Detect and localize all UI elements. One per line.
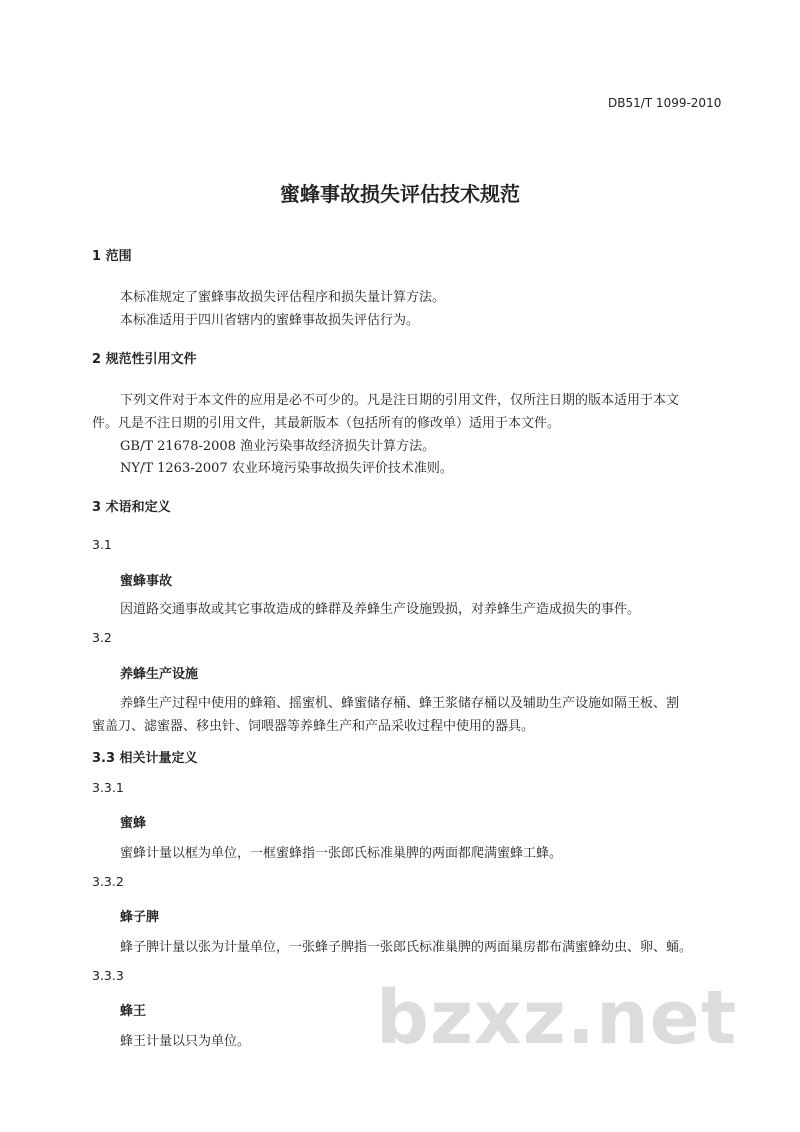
reference-item: NY/T 1263-2007 农业环境污染事故损失评价技术准则。 xyxy=(120,461,453,476)
clause-number: 3.3.3 xyxy=(92,968,124,983)
clause-number: 3.1 xyxy=(92,537,112,552)
term-heading: 蜜蜂事故 xyxy=(120,574,173,589)
document-title: 蜜蜂事故损失评估技术规范 xyxy=(280,182,520,206)
term-heading: 养蜂生产设施 xyxy=(120,667,199,682)
clause-number: 3.3.2 xyxy=(92,874,124,889)
section-1-paragraph-1: 本标准规定了蜜蜂事故损失评估程序和损失量计算方法。 xyxy=(120,290,446,305)
term-definition: 蜂子脾计量以张为计量单位，一张蜂子脾指一张郎氏标准巢脾的两面巢房都布满蜜蜂幼虫、卵、蛹。 xyxy=(120,940,693,955)
term-definition-line-2: 蜜盖刀、滤蜜器、移虫针、饲喂器等养蜂生产和产品采收过程中使用的器具。 xyxy=(92,719,535,734)
reference-item: GB/T 21678-2008 渔业污染事故经济损失计算方法。 xyxy=(120,439,436,454)
term-heading: 蜂子脾 xyxy=(120,910,160,925)
clause-number: 3.3.1 xyxy=(92,780,124,795)
term-definition: 蜜蜂计量以框为单位，一框蜜蜂指一张郎氏标准巢脾的两面都爬满蜜蜂工蜂。 xyxy=(120,846,563,861)
section-2-intro-line-2: 件。凡是不注日期的引用文件，其最新版本（包括所有的修改单）适用于本文件。 xyxy=(92,416,561,431)
section-3-heading: 3 术语和定义 xyxy=(92,500,171,515)
term-definition: 因道路交通事故或其它事故造成的蜂群及养蜂生产设施毁损，对养蜂生产造成损失的事件。 xyxy=(120,602,641,617)
section-1-paragraph-2: 本标准适用于四川省辖内的蜜蜂事故损失评估行为。 xyxy=(120,313,420,328)
subsection-heading: 3.3 相关计量定义 xyxy=(92,751,198,766)
section-2-heading: 2 规范性引用文件 xyxy=(92,352,197,367)
term-definition-line-1: 养蜂生产过程中使用的蜂箱、摇蜜机、蜂蜜储存桶、蜂王浆储存桶以及辅助生产设施如隔王板、割 xyxy=(120,696,680,711)
term-heading: 蜂王 xyxy=(120,1004,147,1019)
watermark: bzxz.net xyxy=(376,975,738,1061)
clause-number: 3.2 xyxy=(92,630,112,645)
section-2-intro-line-1: 下列文件对于本文件的应用是必不可少的。凡是注日期的引用文件，仅所注日期的版本适用于本文 xyxy=(120,393,680,408)
section-1-heading: 1 范围 xyxy=(92,249,132,264)
term-heading: 蜜蜂 xyxy=(120,816,147,831)
standard-code: DB51/T 1099-2010 xyxy=(608,96,722,110)
term-definition: 蜂王计量以只为单位。 xyxy=(120,1034,251,1049)
